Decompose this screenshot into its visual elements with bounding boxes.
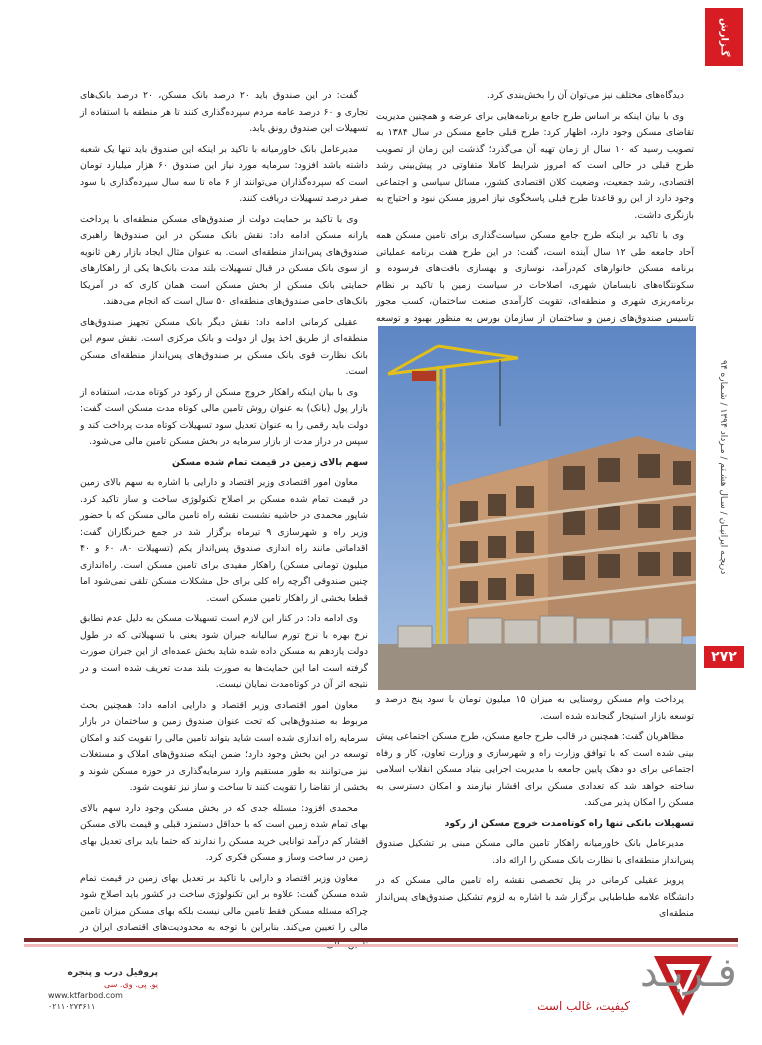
ad-small-subtitle: یو. پی. وی. سی [103, 980, 158, 989]
ad-phone: ۰۲۱۱۰۲۷۳۶۱۱ [48, 1002, 96, 1011]
right-column-top [376, 88, 694, 328]
page-number: ۲۷۲ [704, 646, 744, 668]
paragraph: پرویز عقیلی کرمانی در پنل تخصصی نقشه راه تامین مالی مسکن که در دانشگاه علامه طباطبایی برگزار شد با اشاره به لزوم تشکیل صندوق‌های پس‌انداز منطقه‌ای [376, 875, 694, 919]
ad-contact-block [48, 968, 158, 1012]
section-tab [705, 8, 743, 66]
paragraph: محمدی افزود: مسئله جدی که در بخش مسکن وجود دارد سهم بالای بهای تمام شده زمین است که با حداقل دستمزد قبلی و قیمت بالای مسکن اقشار کم درآمد توانایی خرید مسکن را ندارند که حتما باید برای تعدیل بهای زمین در ساخت وساز و مسکن فکری کرد. [80, 802, 368, 863]
paragraph: معاون امور اقتصادی وزیر اقتصاد و دارایی با اشاره به سهم بالای زمین در قیمت تمام شده مسکن بر اصلاح تکنولوژی ساخت و ساز تاکید کرد. شاپور محمدی در حاشیه نشست نقشه راه تامین مالی مسکن که با حضور وزیر راه و شهرسازی ۹ تیرماه برگزار شد در جمع خبرنگاران گفت: اقداماتی مانند راه اندازی صندوق پس‌انداز یکم (تسهیلات ۸۰، ۶۰ و ۴۰ میلیون تومانی مسکن) راهکار مفیدی برای تامین مسکن است. راه‌اندازی چنین صندوقی اگرچه راه کلی برای حل مشکلات مسکن تلقی نمی‌شود اما قطعا بخشی از راهکار تامین مسکن است. [80, 477, 369, 604]
paragraph: مدیرعامل بانک خاورمیانه با تاکید بر اینکه این صندوق باید تنها یک شعبه داشته باشد افزود: سرمایه مورد نیاز این صندوق ۶۰ هزار میلیارد تومان است که سپرده‌گذاران می‌توانند از ۶ ماه تا سه سال سپرده‌گذاری با سود صفر درصد تسهیلات دریافت کنند. [80, 143, 368, 204]
construction-photo-illustration [378, 326, 696, 690]
paragraph: مظاهریان گفت: همچنین در قالب طرح جامع مسکن، طرح مسکن اجتماعی پیش بینی شده است که با توافق وزارت راه و شهرسازی و وزارت تعاون، کار و رفاه اجتماعی برای دو دهک پایین جامعه با مدیریت اجرایی بنیاد مسکن انقلاب اسلامی ساخته خواهد شد که تعدادی مسکن برای اقشار نیازمند و امکان دسترسی به مسکن را امکان پذیر می‌کند. [376, 731, 694, 808]
paragraph: عقیلی کرمانی ادامه داد: نقش دیگر بانک مسکن تجهیز صندوق‌های منطقه‌ای از طریق اخذ پول از دولت و بانک مرکزی است. نقش سوم این بانک نظارت قوی بانک مسکن بر صندوق‌های پس‌انداز منطقه‌ای مسکن است. [80, 316, 368, 377]
paragraph: مدیرعامل بانک خاورمیانه راهکار تامین مالی مسکن مبنی بر تشکیل صندوق پس‌انداز منطقه‌ای با نظارت بانک مسکن را ارائه داد. [376, 838, 694, 866]
ad-top-rule [24, 938, 738, 942]
paragraph: وی با تاکید بر حمایت دولت از صندوق‌های مسکن منطقه‌ای با پرداخت یارانه مسکن ادامه داد: نقش بانک مسکن در این صندوق‌ها راهبری صندوق‌های پس‌انداز منطقه‌ای است. به عنوان مثال ایجاد بازار رهن ثانویه از سوی بانک مسکن در قبال تسهیلات بلند مدت بانک‌ها یکی از راهکارهای حمایتی بانک مسکن از بخش مسکن است همان کاری که در آمریکا بانک‌های حامی صندوق‌های منطقه‌ای ۵۰ سال است که انجام می‌دهند. [80, 213, 368, 307]
ad-website[interactable]: www.ktfarbod.com [48, 991, 123, 1000]
construction-photo [378, 326, 696, 690]
paragraph: وی ادامه داد: در کنار این لازم است تسهیلات مسکن به دلیل عدم تطابق نرخ بهره با نرخ تورم سالیانه جبران شود یعنی با تسهیلاتی که در طول دولت یازدهم به مسکن داده شده شاید بخش عمده‌ای از این جبران صورت گرفته است اما این حمایت‌ها به صورت بلند مدت تعریف شده است و در نتیجه اثر آن در کوتاه‌مدت نمایان نیست. [80, 613, 368, 690]
ad-small-title: پروفیل درب و پنجره [67, 968, 158, 978]
subheading: تسهیلات بانکی تنها راه کوتاه‌مدت خروج مسکن از رکود [444, 817, 694, 829]
paragraph: پرداخت وام مسکن روستایی به میزان ۱۵ میلیون تومان با سود پنج درصد و توسعه بازار استیجار گنجانده شده است. [376, 694, 694, 722]
brand-name-text: فـربـد [640, 950, 737, 996]
subheading: سهم بالای زمین در قیمت تمام شده مسکن [171, 456, 368, 468]
paragraph: دیدگاه‌های مختلف نیز می‌توان آن را بخش‌بندی کرد. [486, 90, 684, 101]
right-column-bottom [376, 692, 694, 932]
advertisement [24, 938, 738, 1030]
left-column [80, 88, 368, 936]
brand-slogan: کیفیت، غالب است [537, 999, 630, 1013]
paragraph: گفت: در این صندوق باید ۲۰ درصد بانک مسکن، ۲۰ درصد بانک‌های تجاری و ۶۰ درصد عامه مردم سپرده‌گذاری کنند تا هر منطقه با استفاده از تسهیلات این صندوق رونق یابد. [80, 90, 368, 134]
paragraph: معاون وزیر اقتصاد و دارایی با تاکید بر تعدیل بهای زمین در قیمت تمام شده مسکن گفت: علاوه بر این تکنولوژی ساخت در کشور باید اصلاح شود چراکه مسئله مسکن فقط تامین مالی نیست بلکه بهای مسکن میزان تامین مالی را تعیین می‌کند. بنابراین با توجه به محدودیت‌های اقتصادی ایران در [80, 872, 368, 933]
paragraph: وی با بیان اینکه راهکار خروج مسکن از رکود در کوتاه مدت، استفاده از بازار پول (بانک) به عنوان روش تامین مالی کوتاه مدت مسکن است گفت: دولت باید رقمی را به عنوان تعدیل سود تسهیلات کوتاه مدت پرداخت کند و سپس در دراز مدت از بازار سرمایه در بخش مسکن تامین مالی می‌شود. [80, 386, 368, 447]
section-title: گـزارش [718, 17, 730, 57]
issue-info: دریچـه ایرانیـان / سـال هشـتم / مـرداد ۱۳۹۴ / شـماره ۹۴ [718, 360, 728, 575]
paragraph: وی با تاکید بر اینکه طرح جامع مسکن سیاست‌گذاری برای تامین مسکن همه آحاد جامعه طی ۱۲ سال آینده است، گفت: در این طرح هفت برنامه عملیاتی برنامه مسکن خانوارهای کم‌درآمد، نوسازی و بهسازی بافت‌های فرسوده و سکونتگاه‌های نابسامان شهری، اصلاحات در سیاست زمین با تاکید بر نظام برنامه‌ریزی شهری و منطقه‌ای، تقویت کارآمدی صنعت ساختمان، کسب مجوز تاسیس صندوق‌های زمین و ساختمان از سازمان بورس به منظور بهبود و توسعه [376, 230, 694, 324]
paragraph: معاون امور اقتصادی وزیر اقتصاد و دارایی ادامه داد: همچنین بحث مربوط به صندوق‌هایی که تحت عنوان صندوق زمین و ساختمان در بازار سرمایه راه اندازی شده است شاید بتواند تامین مالی را تقویت کند و امکان توسعه در این بخش وجود دارد؛ ضمن اینکه صندوق‌های املاک و مستغلات نیز می‌توانند به طور مستقیم وارد سرمایه‌گذاری در حوزه مسکن شوند و بخشی از تقاضا را تقویت کنند تا ساخت و ساز نیز تقویت شود. [80, 699, 368, 793]
brand-wordmark [444, 946, 737, 996]
paragraph: وی با بیان اینکه بر اساس طرح جامع برنامه‌هایی برای عرضه و همچنین مدیریت تقاضای مسکن وجود دارد، اظهار کرد: طرح قبلی جامع مسکن در سال ۱۳۸۴ به تصویب رسید که ۱۰ سال از زمان تهیه آن می‌گذرد؛ گذشت این زمان از تصویب طرح قبلی در حالی است که امروز شرایط کاملا متفاوتی در پیش‌بینی رشد اقتصادی، رشد جمعیت، وضعیت کلان اقتصادی کشور، مسائل سیاسی و اجتماعی وجود دارد از این رو قاعدتا طرح قبلی پاسخگوی نیاز امروز مسکن نبود و احتیاج به بازنگری داشت. [376, 110, 694, 221]
